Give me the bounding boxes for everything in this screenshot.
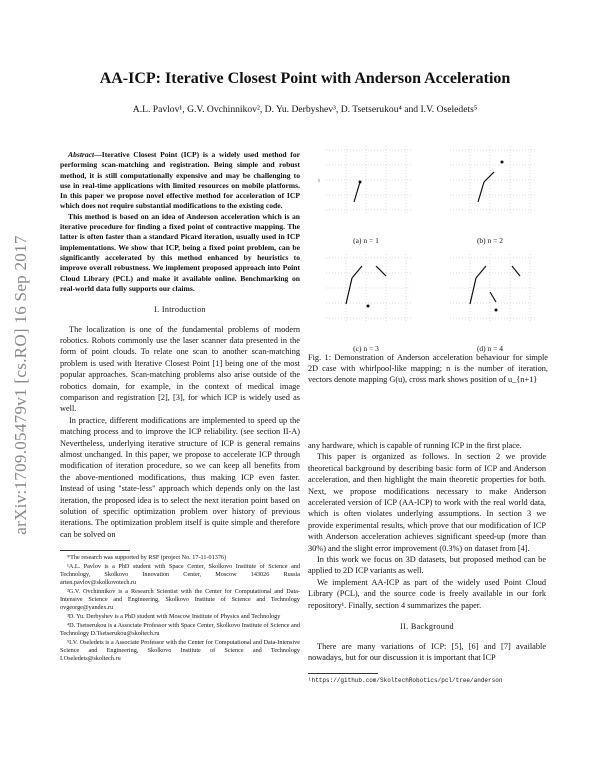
left-column bbox=[60, 150, 300, 664]
subcaption-a: (a) n = 1 bbox=[353, 236, 379, 245]
footnote-rule bbox=[60, 550, 130, 551]
abstract bbox=[60, 150, 300, 294]
footnote: ⁵I.V. Oseledets is a Associate Professor with the Center for Computational and Data-Intensive Science and Engineering, Skolkovo Institute of Science and Technology I.Oseledets@skoltech.ru bbox=[60, 639, 300, 663]
panel-b-plot bbox=[440, 140, 540, 225]
footnote: ²G.V. Ovchinnikov is a Research Scientist with the Center for Computational and Data-Intensive Science and Engineering, Skolkovo Institute of Science and Technology ovgeorge@yandex.ru bbox=[60, 588, 300, 612]
author-list: A.L. Pavlov¹, G.V. Ovchinnikov², D. Yu. Derbyshev³, D. Tsetserukou⁴ and I.V. Oseledets⁵ bbox=[132, 104, 478, 115]
panel-d-plot bbox=[440, 248, 540, 333]
right-p4: There are many variations of ICP: [5], [6] and [7] available nowadays, but for our discussion it is important that ICP bbox=[308, 641, 546, 662]
right-column bbox=[308, 440, 546, 685]
footnotes bbox=[60, 554, 300, 663]
abstract-lead: Abstract— bbox=[68, 150, 102, 159]
footnote: ³D. Yu. Derbyshev is a PhD student with Moscow Institute of Physics and Technology bbox=[67, 613, 281, 621]
footnote: *The research was supported by RSF (project No. 17-11-01376) bbox=[67, 554, 227, 562]
right-p1: This paper is organized as follows. In section 2 we provide theoretical background by describing basic form of ICP and Anderson acceleration, and then highlight the main theoretic properties for both. Next, we propose modifications necessary to make Anderson accelerated version of ICP (AA-ICP) to work with the real world data, which is often violates underlying assumptions. In section 3 we provide experimental results, which prove that our modification of ICP with Anderson acceleration achieves significant speed-up (more than 30%) and the slight error improvement (0.3%) on dataset from [4]. bbox=[308, 452, 546, 553]
arxiv-stamp bbox=[10, 190, 32, 580]
figure-panel-d bbox=[440, 248, 540, 333]
figure-caption: Fig. 1: Demonstration of Anderson acceleration behaviour for simple 2D case with whirlpool-like mapping; n is the number of iteration, vectors denote mapping G(u), cross mark shows position of u_{n+1} bbox=[308, 353, 548, 384]
figure-1 bbox=[308, 140, 548, 430]
abstract-p1: Iterative Closest Point (ICP) is a widely used method for performing scan-matching and registration. Being simple and robust method, it is still computationally expensive and may be challenging to use in real-time applications with limited resources on mobile platforms. In this paper we propose novel effective method for acceleration of ICP which does not require substantial modifications to the existing code. bbox=[60, 150, 300, 211]
panel-c-plot bbox=[316, 248, 416, 333]
subcaption-d: (d) n = 4 bbox=[476, 344, 504, 353]
footnote: ¹A.L. Pavlov is a PhD student with Space Center, Skolkovo Institute of Science and Technology, Skolkovo Innovation Center, Moscow 143026 Russia arten.pavlov@skolkovotech.ru bbox=[60, 563, 300, 587]
background-body bbox=[308, 641, 546, 664]
arxiv-id: arXiv:1709.05479v1 [cs.RO] 16 Sep 2017 bbox=[11, 235, 30, 535]
section-heading-intro: I. Introduction bbox=[154, 305, 206, 315]
intro-p1: The localization is one of the fundamental problems of modern robotics. Robots commonly use the laser scanner data presented in the form of point clouds. To relate one scan to another scan-matching problem is used with Iterative Closest Point [1] being one of the most popular approaches. Scan-matching problems also arise outside of the robotics domain, for example, in the context of medical image comparison and registration [2], [3], for which ICP is widely used as well. bbox=[60, 324, 300, 414]
abstract-p2: This method is based on an idea of Anderson acceleration which is an iterative procedure for finding a fixed point of contractive mapping. The latter is often faster than a standard Picard iteration, usually used in ICP implementations. We show that ICP, being a fixed point problem, can be significantly accelerated by this method enhanced by heuristics to improve overall robustness. We implement proposed approach into Point Cloud Library (PCL) and make it available online. Benchmarking on real-world data fully supports our claims. bbox=[60, 211, 300, 293]
subcaption-b: (b) n = 2 bbox=[476, 236, 504, 245]
intro-p2: In practice, different modifications are implemented to speed up the matching process and to improve the ICP reliability. (see section II-A) Nevertheless, underlying iterative structure of ICP is general remains almost unchanged. In this paper, we propose to accelerate ICP through modification of iteration procedure, so we can keep all benefits from the above-mentioned modifications, thus making ICP even faster. Instead of using "state-less" approach which depends only on the last iteration, the proposed idea is to select the next iteration point based on solution of specific optimization problem over history of previous iterations. The optimization problem itself is quite simple and therefore can be solved on bbox=[60, 415, 300, 539]
figure-panel-b bbox=[440, 140, 540, 225]
subcaption-c: (c) n = 3 bbox=[353, 344, 379, 353]
panel-a-plot bbox=[316, 140, 416, 225]
right-p2: In this work we focus on 3D datasets, but proposed method can be applied to 2D ICP variants as well. bbox=[308, 555, 546, 576]
footnote-rule-right bbox=[308, 673, 378, 674]
right-p0: any hardware, which is capable of running ICP in the first place. bbox=[308, 441, 522, 450]
paper-title: AA-ICP: Iterative Closest Point with Anderson Acceleration bbox=[99, 70, 511, 87]
right-p3: We implement AA-ICP as part of the widely used Point Cloud Library (PCL), and the source code is freely available in our fork repository¹. Finally, section 4 summarizes the paper. bbox=[308, 577, 546, 610]
repo-footnote: ¹https://github.com/SkoltechRobotics/pcl/tree/anderson bbox=[308, 677, 503, 685]
right-body bbox=[308, 440, 546, 611]
figure-panel-a bbox=[316, 140, 416, 225]
figure-panel-c bbox=[316, 248, 416, 333]
section-heading-background: II. Background bbox=[400, 622, 454, 632]
intro-body bbox=[60, 324, 300, 541]
svg-text:0: 0 bbox=[318, 178, 320, 183]
footnote: ⁴D. Tsetserukou is a Associate Professor with Space Center, Skolkovo Institute of Science and Technology D.Tsetserukou@skoltech.ru bbox=[60, 622, 300, 638]
